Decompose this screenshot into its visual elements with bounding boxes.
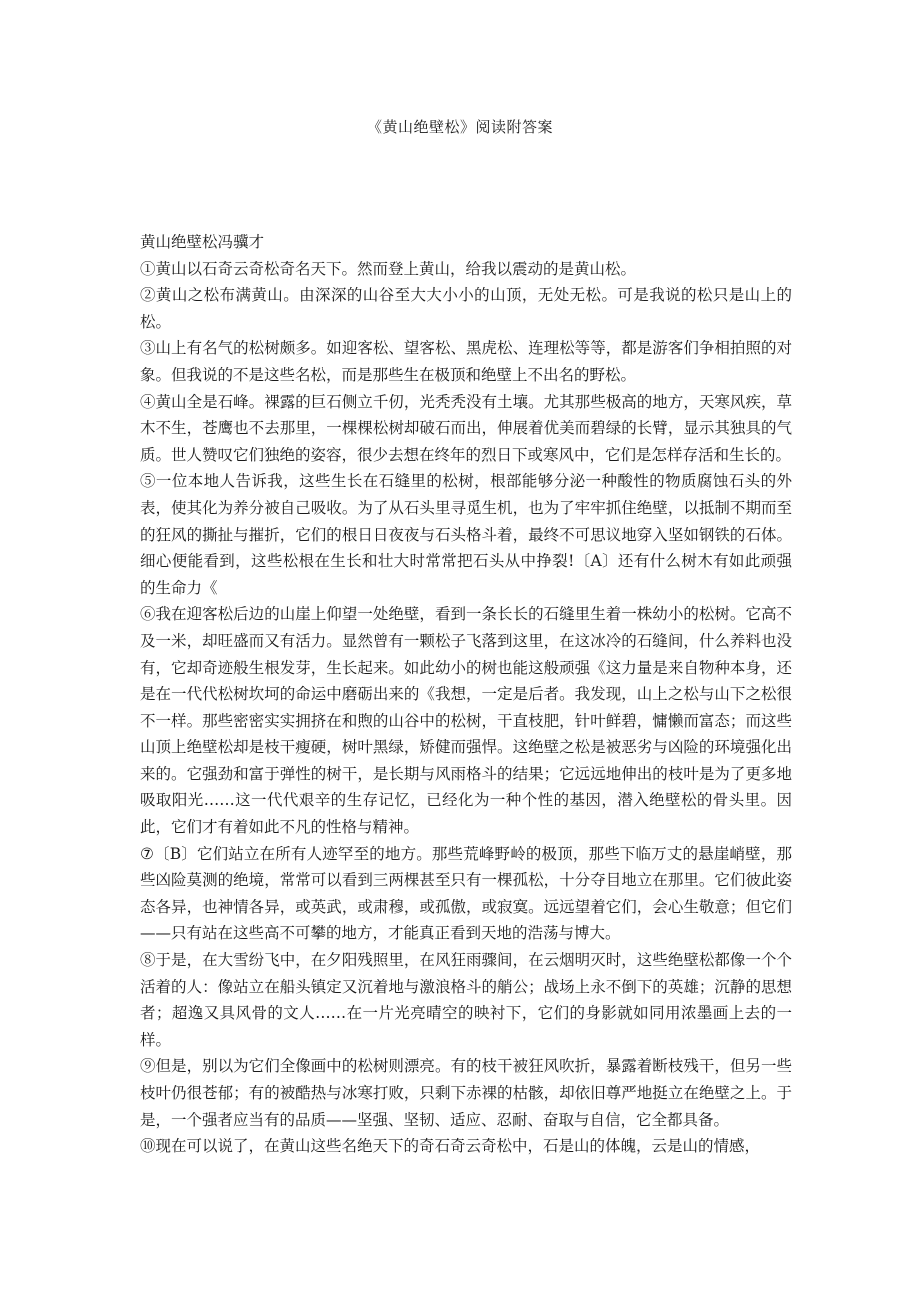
paragraph-7: ⑦〔B〕它们站立在所有人迹罕至的地方。那些荒峰野岭的极顶，那些下临万丈的悬崖峭壁，那些凶险莫测的绝境，常常可以看到三两棵甚至只有一棵孤松，十分夺目地立在那里。它们彼此姿态各异，也神情各异，或英武，或肃穆，或孤傲，或寂寞。远远望着它们，会心生敬意；但它们——只有站在这些高不可攀的地方，才能真正看到天地的浩荡与博大。 — [140, 844, 792, 943]
paragraph-4: ④黄山全是石峰。裸露的巨石侧立千仞，光秃秃没有土壤。尤其那些极高的地方，天寒风疾，草木不生，苍鹰也不去那里，一棵棵松树却破石而出，伸展着优美而碧绿的长臂，显示其独具的气质。世人赞叹它们独绝的姿容，很少去想在终年的烈日下或寒风中，它们是怎样存活和生长的。 — [140, 392, 792, 464]
article-body — [140, 229, 792, 1160]
paragraph-2: ②黄山之松布满黄山。由深深的山谷至大大小小的山顶，无处无松。可是我说的松只是山上的松。 — [140, 286, 792, 331]
paragraph-5: ⑤一位本地人告诉我，这些生长在石缝里的松树，根部能够分泌一种酸性的物质腐蚀石头的外表，使其化为养分被自己吸收。为了从石头里寻觅生机，也为了牢牢抓住绝壁，以抵制不期而至的狂风的撕扯与摧折，它们的根日日夜夜与石头格斗着，最终不可思议地穿入坚如钢铁的石体。细心便能看到，这些松根在生长和壮大时常常把石头从中挣裂!〔A〕还有什么树木有如此顽强的生命力《 — [140, 472, 792, 597]
paragraph-1: ①黄山以石奇云奇松奇名天下。然而登上黄山，给我以震动的是黄山松。 — [140, 259, 637, 278]
paragraph-8: ⑧于是，在大雪纷飞中，在夕阳残照里，在风狂雨骤间，在云烟明灭时，这些绝壁松都像一个个活着的人：像站立在船头镇定又沉着地与激浪格斗的艄公；战场上永不倒下的英雄；沉静的思想者；超逸又具风骨的文人……在一片光亮晴空的映衬下，它们的身影就如同用浓墨画上去的一样。 — [140, 951, 792, 1049]
paragraph-10: ⑩现在可以说了，在黄山这些名绝天下的奇石奇云奇松中，石是山的体魄，云是山的情感， — [140, 1137, 761, 1156]
article-subtitle: 黄山绝壁松冯骥才 — [140, 233, 265, 251]
paragraph-3: ③山上有名气的松树颇多。如迎客松、望客松、黑虎松、连理松等等，都是游客们争相拍照的对象。但我说的不是这些名松，而是那些生在极顶和绝壁上不出名的野松。 — [140, 339, 792, 384]
page-title: 《黄山绝壁松》阅读附答案 — [366, 118, 553, 136]
paragraph-6: ⑥我在迎客松后边的山崖上仰望一处绝壁，看到一条长长的石缝里生着一株幼小的松树。它高不及一米，却旺盛而又有活力。显然曾有一颗松子飞落到这里，在这冰冷的石缝间，什么养料也没有，它却奇迹般生根发芽，生长起来。如此幼小的树也能这般顽强《这力量是来自物种本身，还是在一代代松树坎坷的命运中磨砺出来的《我想，一定是后者。我发现，山上之松与山下之松很不一样。那些密密实实拥挤在和煦的山谷中的松树，干直枝肥，针叶鲜碧，慵懒而富态；而这些山顶上绝壁松却是枝干瘦硬，树叶黑绿，矫健而强悍。这绝壁之松是被恶劣与凶险的环境强化出来的。它强劲和富于弹性的树干，是长期与风雨格斗的结果；它远远地伸出的枝叶是为了更多地吸取阳光……这一代代艰辛的生存记忆，已经化为一种个性的基因，潜入绝壁松的骨头里。因此，它们才有着如此不凡的性格与精神。 — [140, 605, 792, 837]
paragraph-9: ⑨但是，别以为它们全像画中的松树则漂亮。有的枝干被狂风吹折，暴露着断枝残干，但另一些枝叶仍很苍郁；有的被酷热与冰寒打败，只剩下赤裸的枯骸，却依旧尊严地挺立在绝壁之上。于是，一个强者应当有的品质——坚强、坚韧、适应、忍耐、奋取与自信，它全都具备。 — [140, 1057, 792, 1129]
